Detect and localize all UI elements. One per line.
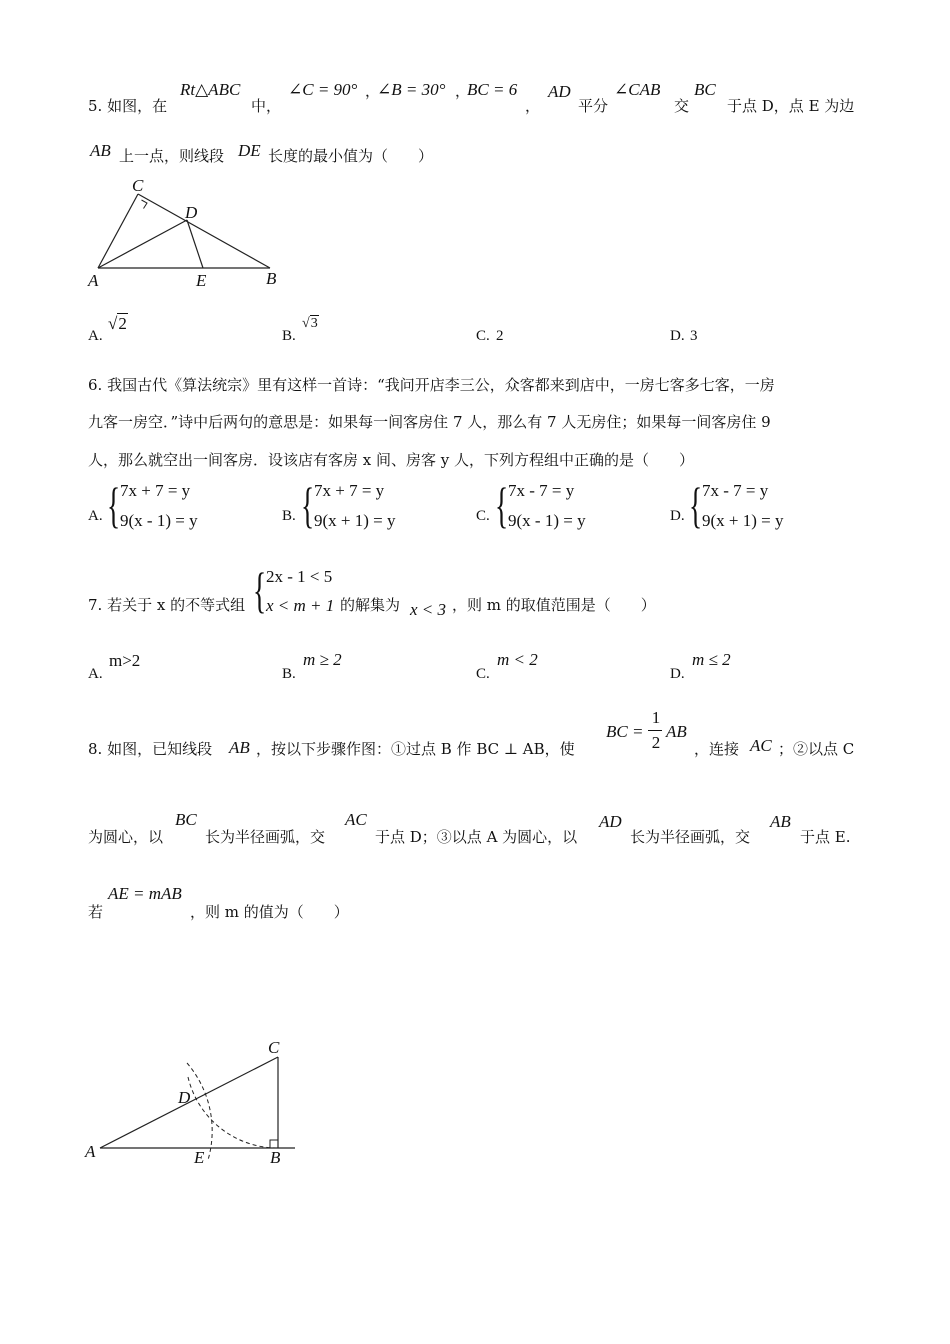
- q8-ad: AD: [599, 812, 622, 831]
- q6-option-a-eq1: 7x + 7 = y: [120, 481, 191, 500]
- q6-option-a-letter: A.: [88, 508, 103, 524]
- q5-cab: ∠CAB: [614, 80, 661, 99]
- q5-de: DE: [238, 141, 261, 160]
- q5-option-b-radical: [302, 316, 319, 332]
- q7-option-d-letter: D.: [670, 666, 685, 682]
- sqrt-icon: √: [302, 316, 310, 331]
- q5-angle-b: ∠B = 30°: [377, 80, 446, 99]
- q5-label-a: A: [88, 271, 99, 290]
- q5-comma: ，: [365, 82, 381, 100]
- q7-option-b-value: m ≥ 2: [303, 650, 342, 669]
- q5-right-angle-mark: [142, 200, 148, 209]
- q7-ineq-2: x < m + 1: [266, 596, 335, 615]
- q5-label-e: E: [196, 271, 207, 290]
- q5-option-b-radicand: 3: [310, 316, 318, 331]
- q6-option-d-letter: D.: [670, 508, 685, 524]
- q5-number: 5. 如图，在: [88, 97, 168, 115]
- q6-option-c-eq1: 7x - 7 = y: [508, 481, 575, 500]
- q5-line2: 上一点，则线段: [119, 147, 225, 165]
- q5-tail: 于点 D，点 E 为边: [727, 97, 855, 115]
- q6-option-b-eq2: 9(x + 1) = y: [314, 511, 396, 530]
- q5-segment-de: [187, 220, 203, 268]
- q5-label-d: D: [185, 203, 198, 222]
- q5-angle-c: ∠C = 90°: [288, 80, 358, 99]
- q5-bc: BC: [694, 80, 716, 99]
- q7-option-c-letter: C.: [476, 666, 490, 682]
- q6-line-2: 九客一房空．”诗中后两句的意思是：如果每一间客房住 7 人，那么有 7 人无房住；如果每一间客房住 9: [88, 413, 771, 431]
- q8-figure: [80, 1035, 310, 1175]
- brace-icon: {: [107, 477, 121, 533]
- q6-option-b-letter: B.: [282, 508, 296, 524]
- q8-bc: BC: [175, 810, 197, 829]
- q8-half-denominator: 2: [651, 733, 661, 752]
- q7-option-a-value: m>2: [109, 651, 141, 670]
- brace-icon: {: [301, 477, 315, 533]
- q8-label-a: A: [85, 1142, 96, 1161]
- q5-label-c: C: [132, 176, 144, 195]
- q5-option-d-letter: D.: [670, 328, 685, 344]
- q5-ab: AB: [90, 141, 111, 160]
- q7-option-d-value: m ≤ 2: [692, 650, 731, 669]
- q5-option-b-letter: B.: [282, 328, 296, 344]
- q8-line2c: 于点 D；③以点 A 为圆心，以: [375, 828, 578, 846]
- q8-half-ab: AB: [666, 722, 687, 741]
- q5-option-c-letter: C.: [476, 328, 490, 344]
- q7-prefix: 7. 若关于 x 的不等式组: [88, 596, 246, 614]
- q7-suffix: ，则 m 的取值范围是（ ）: [452, 596, 656, 614]
- q7-option-c-value: m < 2: [497, 650, 538, 669]
- q5-figure: [82, 172, 302, 294]
- sqrt-icon: √: [108, 314, 118, 333]
- q5-option-a-letter: A.: [88, 328, 103, 344]
- q8-ac: AC: [750, 736, 772, 755]
- q8-arc-a: [187, 1063, 212, 1160]
- q8-right-angle-mark: [270, 1140, 278, 1148]
- q5-ad: AD: [548, 82, 571, 101]
- q5-option-d-value: 3: [690, 328, 698, 344]
- q8-step1: ，按以下步骤作图：①过点 B 作 BC ⊥ AB，使: [256, 740, 575, 758]
- q5-bc6: BC = 6: [467, 80, 518, 99]
- q8-label-e: E: [194, 1148, 205, 1167]
- q8-tail: ，则 m 的值为（ ）: [190, 903, 349, 921]
- q8-line2d: 长为半径画弧，交: [630, 828, 751, 846]
- q5-side-cb: [138, 194, 270, 268]
- q5-pingfen: 平分: [578, 97, 609, 115]
- q6-option-d-eq2: 9(x + 1) = y: [702, 511, 784, 530]
- q7-option-b-letter: B.: [282, 666, 296, 682]
- q5-option-c-value: 2: [496, 328, 504, 344]
- q8-step2: ；②以点 C: [778, 740, 855, 758]
- q6-option-d-eq1: 7x - 7 = y: [702, 481, 769, 500]
- q5-rt-abc: Rt△ABC: [180, 80, 241, 99]
- q8-arc-c: [188, 1077, 278, 1148]
- q8-ac2: AC: [345, 810, 367, 829]
- q7-ineq-1: 2x - 1 < 5: [266, 567, 333, 586]
- q8-ruo: 若: [88, 903, 104, 921]
- q6-option-a-eq2: 9(x - 1) = y: [120, 511, 198, 530]
- q6-line-1: 6. 我国古代《算法统宗》里有这样一首诗：“我问开店李三公，众客都来到店中，一房七客多七客，一房: [88, 376, 775, 394]
- q6-option-c-eq2: 9(x - 1) = y: [508, 511, 586, 530]
- q5-label-b: B: [266, 269, 277, 288]
- q8-line2a: 为圆心，以: [88, 828, 164, 846]
- q8-label-b: B: [270, 1148, 281, 1167]
- q8-ab: AB: [229, 738, 250, 757]
- q8-half-numerator: 1: [651, 708, 661, 727]
- q6-option-b-eq1: 7x + 7 = y: [314, 481, 385, 500]
- q7-option-a-letter: A.: [88, 666, 103, 682]
- q5-option-a-radical: [108, 314, 128, 334]
- q6-option-c-letter: C.: [476, 508, 490, 524]
- brace-icon: {: [253, 562, 267, 618]
- q8-fraction-bar: [648, 730, 662, 731]
- q8-prefix: 8. 如图，已知线段: [88, 740, 213, 758]
- brace-icon: {: [495, 477, 509, 533]
- q5-jiao: 交: [674, 97, 690, 115]
- q8-label-c: C: [268, 1038, 280, 1057]
- q8-line2e: 于点 E.: [800, 828, 851, 846]
- q8-ab2: AB: [770, 812, 791, 831]
- q8-line2b: 长为半径画弧，交: [205, 828, 326, 846]
- q8-connect: ，连接: [694, 740, 740, 758]
- q8-label-d: D: [178, 1088, 191, 1107]
- q5-option-a-radicand: 2: [118, 314, 127, 333]
- q5-comma: ，: [525, 97, 541, 115]
- q8-ae-eq: AE = mAB: [108, 884, 182, 903]
- q5-zhong: 中，: [251, 97, 282, 115]
- q8-bc-eq: BC =: [606, 722, 644, 741]
- q7-mid: 的解集为: [340, 596, 401, 614]
- q7-solution: x < 3: [410, 600, 447, 619]
- q5-comma: ，: [455, 82, 471, 100]
- q5-line2b: 长度的最小值为（ ）: [268, 147, 434, 165]
- q6-line-3: 人，那么就空出一间客房．设该店有客房 x 间、房客 y 人，下列方程组中正确的是（ ）: [88, 451, 695, 469]
- brace-icon: {: [689, 477, 703, 533]
